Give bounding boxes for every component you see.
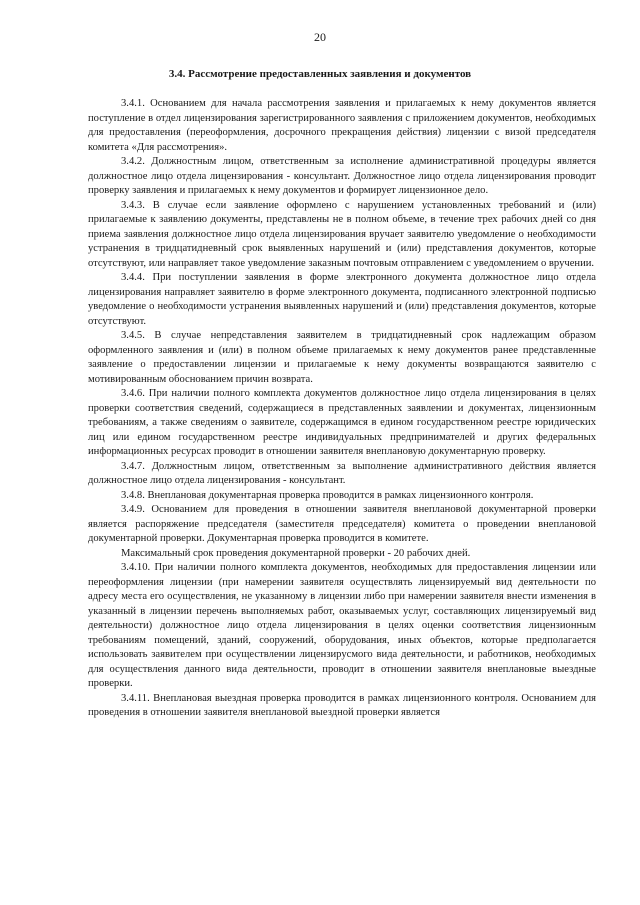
- paragraph-3-4-2: 3.4.2. Должностным лицом, ответственным за исполнение административной процедуры является должностное лицо отдела лицензирования - консультант. Должностное лицо отдела лицензирования проводит проверку заявления и прилагаемых к нему документов и формирует лицензионное дело.: [88, 156, 596, 196]
- paragraph-3-4-11: 3.4.11. Внеплановая выездная проверка проводится в рамках лицензионного контроля. Основанием для проведения в отношении заявителя внеплановой выездной проверки является: [88, 692, 596, 718]
- paragraph-max-term: Максимальный срок проведения документарной проверки - 20 рабочих дней.: [121, 547, 471, 559]
- paragraph-3-4-4: 3.4.4. При поступлении заявления в форме электронного документа должностное лицо отдела лицензирования направляет заявителю в форме электронного документа, подписанного электронной подписью уведомление о необходимости устранения выявленных нарушений и (или) представления документов, которые отсутствуют.: [88, 272, 596, 327]
- paragraph-3-4-9: 3.4.9. Основанием для проведения в отношении заявителя внеплановой документарной проверки является распоряжение председателя (заместителя председателя) комитета о проведении внеплановой документарной проверки. Документарная проверка проводится в комитете.: [88, 504, 596, 544]
- paragraph-3-4-10: 3.4.10. При наличии полного комплекта документов, необходимых для предоставления лицензии или переоформления лицензии (при намерении заявителя осуществлять лицензируемый вид деятельности по адресу места его осуществления, не указанному в лицензии либо при намерении заявителя внести изменения в указанный в лицензии перечень выполняемых работ, оказываемых услуг, составляющих лицензируемый вид деятельности) должностное лицо отдела лицензирования в целях оценки соответствия лицензионным требованиям помещений, зданий, сооружений, оборудования, иных объектов, которые предполагается использовать заявителем при осуществлении лицензирусмого вида деятельности, и работников, необходимых для осуществления данного вида деятельности, проводит в отношении заявителя внеплановые выездные проверки.: [88, 562, 596, 689]
- paragraph-3-4-6: 3.4.6. При наличии полного комплекта документов должностное лицо отдела лицензирования в целях проверки соответствия сведений, содержащиеся в представленных заявлении и документах, лицензионным требованиям, а также сведениям о заявителе, содержащимся в едином государственном реестре юридических лиц или едином государственном реестре индивидуальных предпринимателей и других федеральных информационных ресурсах проводит в отношении заявителя внеплановую документарную проверку.: [88, 388, 596, 457]
- paragraph-3-4-3: 3.4.3. В случае если заявление оформлено с нарушением установленных требований и (или) прилагаемые к заявлению документы, представлены не в полном объеме, в течение трех рабочих дней со дня приема заявления должностное лицо отдела лицензирования вручает заявителю уведомление о необходимости устранения в тридцатидневный срок выявленных нарушений и (или) представления документов, которые отсутствуют, или направляет такое уведомление заказным почтовым отправлением с уведомлением о вручении.: [88, 199, 596, 269]
- section-body: [88, 97, 596, 721]
- paragraph-3-4-7: 3.4.7. Должностным лицом, ответственным за выполнение административного действия является должностное лицо отдела лицензирования - консультант.: [88, 460, 596, 486]
- section-title: 3.4. Рассмотрение предоставленных заявления и документов: [168, 68, 472, 80]
- page-number: 20: [314, 30, 326, 44]
- paragraph-3-4-5: 3.4.5. В случае непредставления заявителем в тридцатидневный срок надлежащим образом оформленного заявления и (или) в полном объеме прилагаемых к нему документов ранее представленные заявление о предоставлении лицензии и прилагаемые к нему документы возвращаются заявителю с мотивированным обоснованием причин возврата.: [88, 330, 596, 385]
- paragraph-3-4-1: 3.4.1. Основанием для начала рассмотрения заявления и прилагаемых к нему документов является поступление в отдел лицензирования зарегистрированного заявления с приложением документов, необходимых для предоставления (переоформления, досрочного прекращения действия) лицензии с визой председателя комитета «Для рассмотрения».: [88, 98, 596, 153]
- paragraph-3-4-8: 3.4.8. Внеплановая документарная проверка проводится в рамках лицензионного контроля.: [121, 489, 534, 501]
